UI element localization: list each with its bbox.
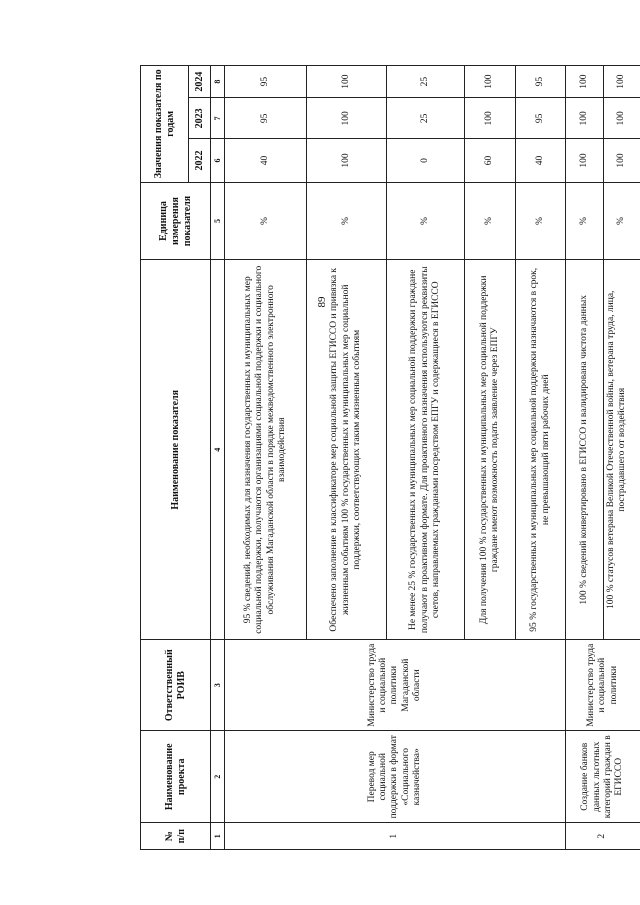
value-2022: 60: [465, 139, 516, 182]
row-num: 2: [566, 823, 640, 850]
roiv-name: Министерство труда и социальной политики: [566, 640, 640, 731]
value-2024: 25: [387, 66, 465, 98]
indicator-name: Не менее 25 % государственных и муниципальных мер социальной поддержки граждане получают в проактивном формате. Для проактивного назначения используются реквизиты счетов, направляемых гражданами посредством ЕПГУ и содержащиеся в ЕГИССО: [387, 260, 465, 640]
header-unit: Единица измерения показателя: [141, 182, 211, 260]
indicator-name: Обеспечено заполнение в классификаторе мер социальной защиты ЕГИССО и привязка к жизненным событиям 100 % государственных и муниципальных мер социальной поддержки, соответствующих таким жизненным событиям: [307, 260, 387, 640]
col-number: 4: [211, 260, 225, 640]
indicators-table: [140, 65, 640, 850]
value-2023: 100: [566, 98, 604, 139]
roiv-name: Министерство труда и социальной политики Магаданской области: [225, 640, 566, 731]
col-number: 2: [211, 731, 225, 823]
indicator-name: 95 % сведений, необходимых для назначения государственных и муниципальных мер социальной поддержки, получаются организациями социальной поддержки и социального обслуживания Магаданской области в порядке межведомственного электронного взаимодействия: [225, 260, 307, 640]
col-number: 5: [211, 182, 225, 260]
value-2023: 100: [465, 98, 516, 139]
value-2024: 95: [516, 66, 566, 98]
value-2023: 95: [225, 98, 307, 139]
col-number: 6: [211, 139, 225, 182]
table-row: [225, 66, 307, 850]
unit: %: [465, 182, 516, 260]
page-number: 89: [316, 296, 328, 308]
row-num: 1: [225, 823, 566, 850]
value-2022: 100: [307, 139, 387, 182]
value-2022: 100: [604, 139, 640, 182]
unit: %: [516, 182, 566, 260]
header-num: № п/п: [141, 823, 211, 850]
value-2023: 100: [307, 98, 387, 139]
unit: %: [566, 182, 604, 260]
col-number: 7: [211, 98, 225, 139]
value-2023: 100: [604, 98, 640, 139]
value-2024: 100: [604, 66, 640, 98]
header-year: 2023: [189, 98, 211, 139]
value-2023: 25: [387, 98, 465, 139]
value-2022: 100: [566, 139, 604, 182]
value-2024: 100: [307, 66, 387, 98]
header-year: 2022: [189, 139, 211, 182]
value-2022: 40: [516, 139, 566, 182]
value-2024: 100: [465, 66, 516, 98]
header-year: 2024: [189, 66, 211, 98]
project-name: Перевод мер социальной поддержки в формат «Социального казначейства»: [225, 731, 566, 823]
indicator-name: 95 % государственных и муниципальных мер социальной поддержки назначаются в срок, не превышающий пяти рабочих дней: [516, 260, 566, 640]
project-name: Создание банков данных льготных категорий граждан в ЕГИССО: [566, 731, 640, 823]
table-row: [566, 66, 604, 850]
unit: %: [604, 182, 640, 260]
header-project: Наименование проекта: [141, 731, 211, 823]
col-number: 3: [211, 640, 225, 731]
rotated-page: [140, 65, 640, 850]
value-2022: 0: [387, 139, 465, 182]
indicator-name: Для получения 100 % государственных и муниципальных мер социальной поддержки граждане имеют возможность подать заявление через ЕПГУ: [465, 260, 516, 640]
value-2024: 95: [225, 66, 307, 98]
value-2024: 100: [566, 66, 604, 98]
col-number: 8: [211, 66, 225, 98]
header-values: Значения показателя по годам: [141, 66, 189, 183]
indicator-name: 100 % статусов ветерана Великой Отечественной войны, ветерана труда, лица, пострадавшего от воздействия: [604, 260, 640, 640]
header-roiv: Ответственный РОИВ: [141, 640, 211, 731]
unit: %: [225, 182, 307, 260]
col-number: 1: [211, 823, 225, 850]
value-2022: 40: [225, 139, 307, 182]
unit: %: [307, 182, 387, 260]
indicator-name: 100 % сведений конвертировано в ЕГИССО и валидирована чистота данных: [566, 260, 604, 640]
header-indicator: Наименование показателя: [141, 260, 211, 640]
value-2023: 95: [516, 98, 566, 139]
unit: %: [387, 182, 465, 260]
